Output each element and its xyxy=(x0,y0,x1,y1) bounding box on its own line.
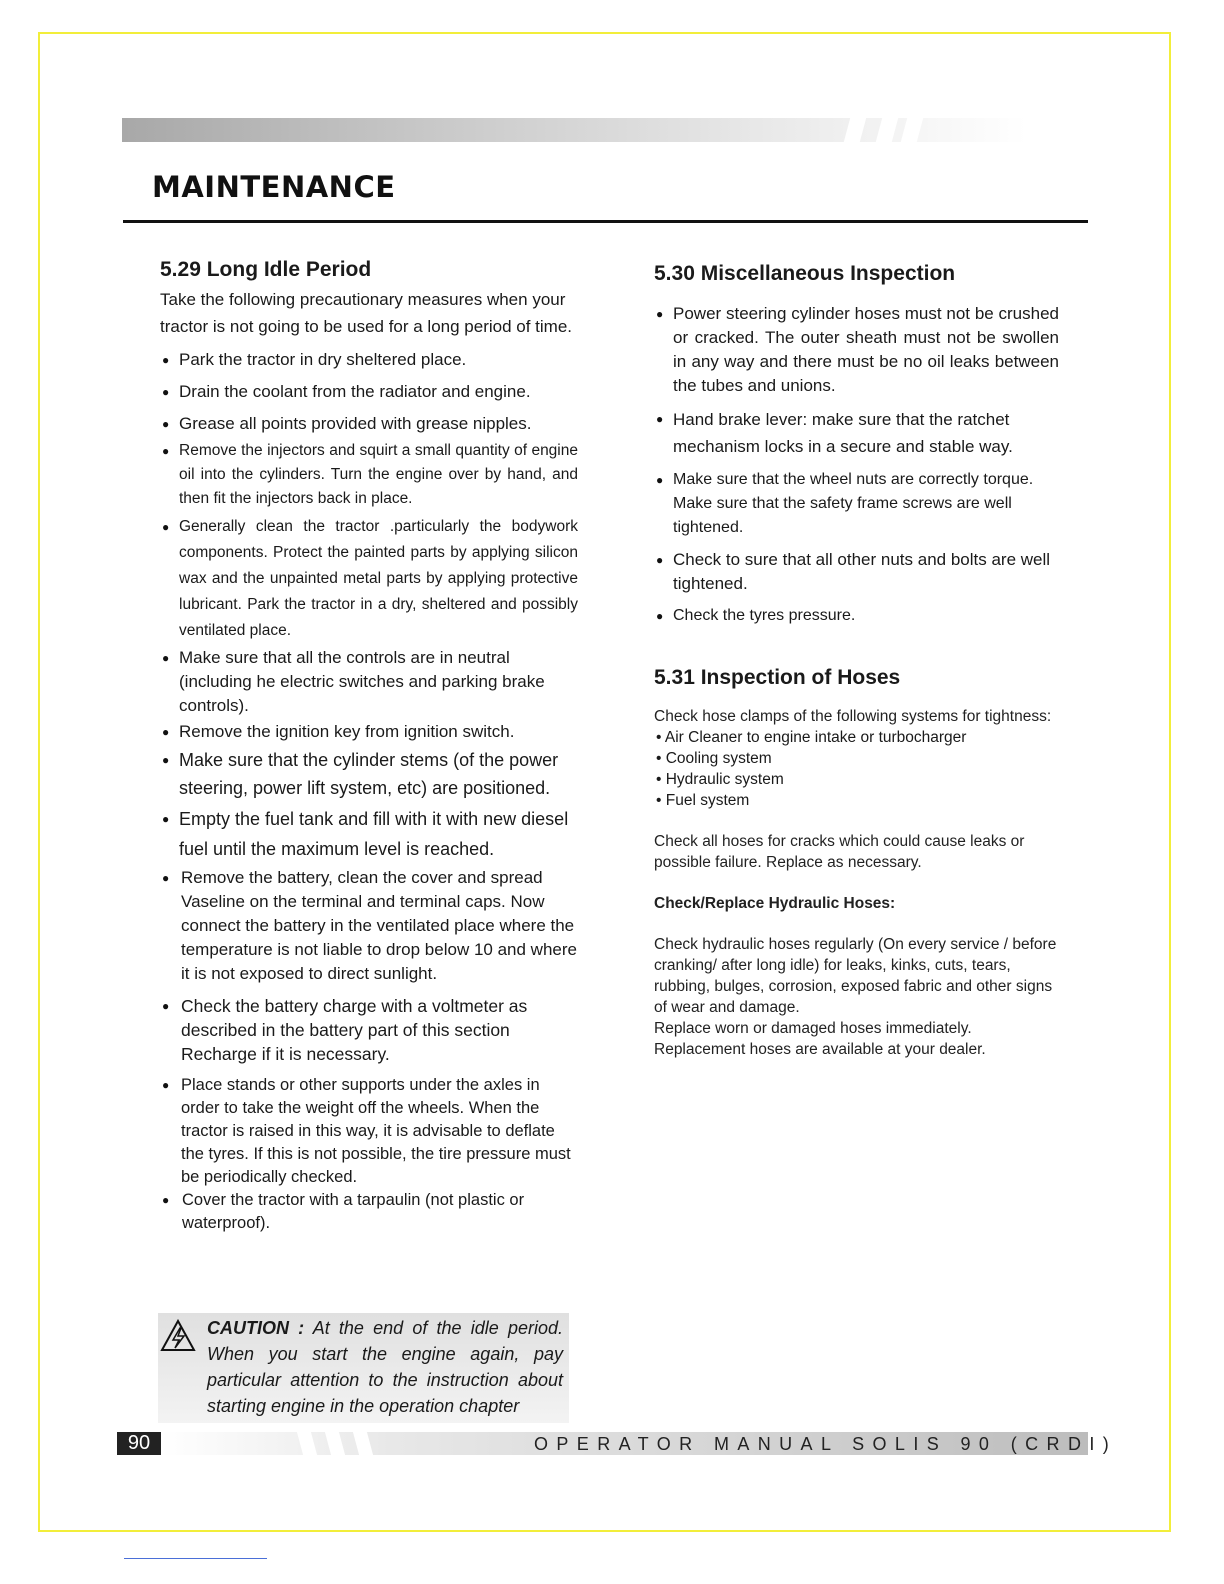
list-item: ● Grease all points provided with grease nipples. xyxy=(160,412,578,436)
band-stripe xyxy=(844,118,866,142)
long-idle-list xyxy=(160,348,578,1235)
misc-inspection-section xyxy=(654,262,1059,1060)
list-item: ● Make sure that the cylinder stems (of the power steering, power lift system, etc) are positioned. xyxy=(160,746,578,802)
manual-title: OPERATOR MANUAL SOLIS 90 (CRDI) xyxy=(534,1434,1118,1454)
replace-text: Replace worn or damaged hoses immediately. xyxy=(654,1020,972,1037)
list-item: ● Make sure that all the controls are in neutral (including he electric switches and parking brake controls). xyxy=(160,646,578,718)
caution-message: At the end of the idle period. When you start the engine again, pay particular attention to the instruction about starting engine in the operation chapter xyxy=(207,1318,563,1416)
link-underline xyxy=(124,1558,267,1559)
list-item: ● Remove the injectors and squirt a small quantity of engine oil into the cylinders. Turn the engine over by hand, and then fit the injectors back in place. xyxy=(160,439,578,511)
dealer-text: Replacement hoses are available at your dealer. xyxy=(654,1041,986,1058)
list-item: • Fuel system xyxy=(654,790,1059,811)
warning-triangle-icon xyxy=(160,1319,196,1353)
misc-inspection-heading: 5.30 Miscellaneous Inspection xyxy=(654,262,956,285)
hoses-heading: 5.31 Inspection of Hoses xyxy=(654,666,901,689)
hydraulic-text: Check hydraulic hoses regularly (On every service / before cranking/ after long idle) for leaks, kinks, cuts, tears, rubbing, bulges, corrosion, exposed fabric and other signs of wear and damage. xyxy=(654,936,1057,1016)
list-item: ● Power steering cylinder hoses must not be crushed or cracked. The outer sheath must not be swollen in any way and there must be no oil leaks between the tubes and unions. xyxy=(654,302,1059,398)
band-stripe xyxy=(325,1432,345,1455)
long-idle-intro: Take the following precautionary measures when your tractor is not going to be used for a long period of time. xyxy=(160,290,573,336)
misc-inspection-list xyxy=(654,302,1059,628)
list-item: ● Drain the coolant from the radiator and engine. xyxy=(160,380,578,404)
list-item: ● Cover the tractor with a tarpaulin (not plastic or waterproof). xyxy=(160,1189,578,1235)
long-idle-section xyxy=(160,258,578,1235)
list-item: • Hydraulic system xyxy=(654,769,1059,790)
page-number: 90 xyxy=(117,1432,161,1455)
caution-box xyxy=(158,1313,569,1423)
list-item: ● Check the tyres pressure. xyxy=(654,604,1059,628)
hoses-intro: Check hose clamps of the following systems for tightness: xyxy=(654,708,1052,725)
hydraulic-subheading: Check/Replace Hydraulic Hoses: xyxy=(654,895,896,912)
list-item: ● Empty the fuel tank and fill with it with new diesel fuel until the maximum level is reached. xyxy=(160,804,578,864)
cracks-text: Check all hoses for cracks which could cause leaks or possible failure. Replace as necessary. xyxy=(654,833,1025,871)
band-stripe xyxy=(353,1432,373,1455)
list-item: ● Remove the battery, clean the cover and spread Vaseline on the terminal and terminal caps. Now connect the battery in the ventilated place where the temperature is not liable to drop below 10 and where it is not exposed to direct sunlight. xyxy=(160,866,578,986)
title-divider xyxy=(123,220,1088,223)
list-item: • Air Cleaner to engine intake or turbocharger xyxy=(654,727,1059,748)
list-item: ● Place stands or other supports under the axles in order to take the weight off the wheels. When the tractor is raised in this way, it is advisable to deflate the tyres. If this is not possible, the tire pressure must be periodically checked. xyxy=(160,1074,578,1189)
list-item: ● Remove the ignition key from ignition switch. xyxy=(160,720,578,744)
long-idle-heading: 5.29 Long Idle Period xyxy=(160,258,372,281)
list-item: • Cooling system xyxy=(654,748,1059,769)
list-item: ● Check the battery charge with a voltmeter as described in the battery part of this section Recharge if it is necessary. xyxy=(160,994,578,1066)
header-band xyxy=(122,118,1027,142)
list-item: ● Generally clean the tractor .particularly the bodywork components. Protect the painted parts by applying silicon wax and the unpainted metal parts by applying protective lubricant. Park the tractor in a dry, sheltered and possibly ventilated place. xyxy=(160,514,578,644)
band-stripe xyxy=(876,118,898,142)
list-item: ● Make sure that the wheel nuts are correctly torque. Make sure that the safety frame screws are well tightened. xyxy=(654,468,1059,540)
band-stripe xyxy=(901,118,923,142)
list-item: ● Hand brake lever: make sure that the ratchet mechanism locks in a secure and stable way. xyxy=(654,406,1059,460)
systems-list xyxy=(654,727,1059,811)
caution-text xyxy=(207,1315,563,1419)
band-stripe xyxy=(297,1432,317,1455)
page-title: MAINTENANCE xyxy=(152,170,396,204)
list-item: ● Check to sure that all other nuts and bolts are well tightened. xyxy=(654,548,1059,596)
list-item: ● Park the tractor in dry sheltered place. xyxy=(160,348,578,372)
caution-label: CAUTION : xyxy=(207,1318,305,1338)
